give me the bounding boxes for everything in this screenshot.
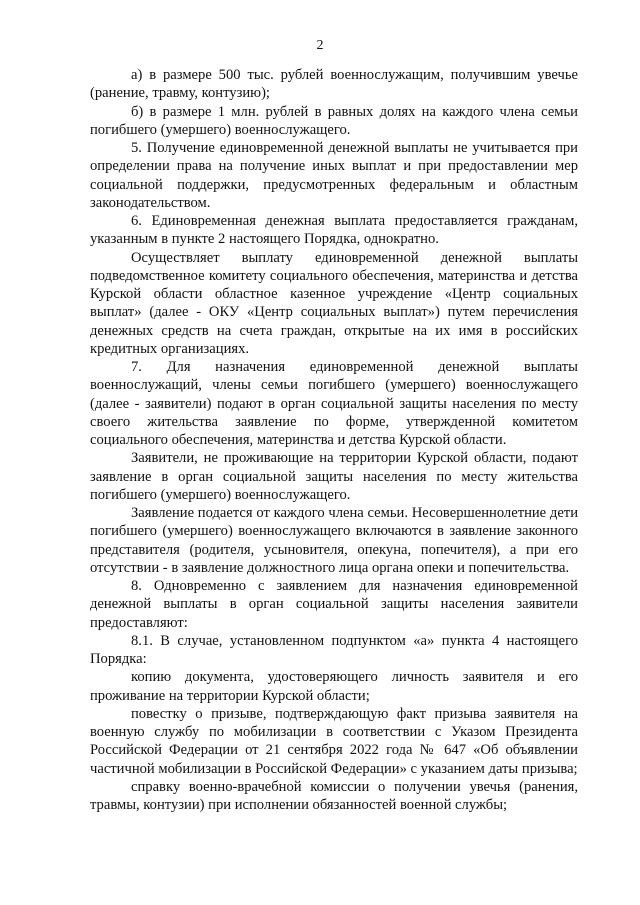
paragraph-6-payer: Осуществляет выплату единовременной денежной выплаты подведомственное комитету социального обеспечения, материнства и детства Курской области областное казенное учреждение «Центр социальных выплат» (далее - ОКУ «Центр социальных выплат») путем перечисления денежных средств на счета граждан, открытые на их имя в российских кредитных организациях.: [90, 249, 578, 357]
paragraph-7: 7. Для назначения единовременной денежной выплаты военнослужащий, члены семьи погибшего (умершего) военнослужащего (далее - заявители) подают в орган социальной защиты населения по месту своего жительства заявление по форме, утвержденной комитетом социального обеспечения, материнства и детства Курской области.: [90, 359, 578, 448]
page-number: 2: [316, 38, 324, 53]
paragraph-7-nonresident: Заявители, не проживающие на территории Курской области, подают заявление в орган социальной защиты населения по месту жительства погибшего (умершего) военнослужащего.: [90, 450, 578, 503]
paragraph-8: 8. Одновременно с заявлением для назначения единовременной денежной выплаты в орган социальной защиты населения заявители предоставляют:: [90, 578, 578, 631]
paragraph-5: 5. Получение единовременной денежной выплаты не учитывается при определении права на получение иных выплат и при предоставлении мер социальной поддержки, предусмотренных федеральным и областным законодательством.: [90, 140, 578, 211]
paragraph-8-1: 8.1. В случае, установленном подпунктом «а» пункта 4 настоящего Порядка:: [90, 632, 578, 667]
paragraph-6: 6. Единовременная денежная выплата предоставляется гражданам, указанным в пункте 2 настоящего Порядка, однократно.: [90, 213, 578, 248]
paragraph-8-1-id-copy: копию документа, удостоверяющего личность заявителя и его проживание на территории Курской области;: [90, 669, 578, 704]
paragraph-8-1-summons: повестку о призыве, подтверждающую факт призыва заявителя на военную службу по мобилизации в соответствии с Указом Президента Российской Федерации от 21 сентября 2022 года № 647 «Об объявлении частичной мобилизации в Российской Федерации» с указанием даты призыва;: [90, 705, 578, 777]
document-body: [90, 66, 578, 814]
paragraph-8-1-medical: справку военно-врачебной комиссии о получении увечья (ранения, травмы, контузии) при исполнении обязанностей военной службы;: [90, 778, 578, 813]
paragraph-4b: б) в размере 1 млн. рублей в равных долях на каждого члена семьи погибшего (умершего) военнослужащего.: [90, 103, 578, 138]
paragraph-4a: а) в размере 500 тыс. рублей военнослужащим, получившим увечье (ранение, травму, контузию);: [90, 67, 578, 102]
paragraph-7-family: Заявление подается от каждого члена семьи. Несовершеннолетние дети погибшего (умершего) военнослужащего включаются в заявление законного представителя (родителя, усыновителя, опекуна, попечителя), а при его отсутствии - в заявление должностного лица органа опеки и попечительства.: [90, 505, 578, 576]
